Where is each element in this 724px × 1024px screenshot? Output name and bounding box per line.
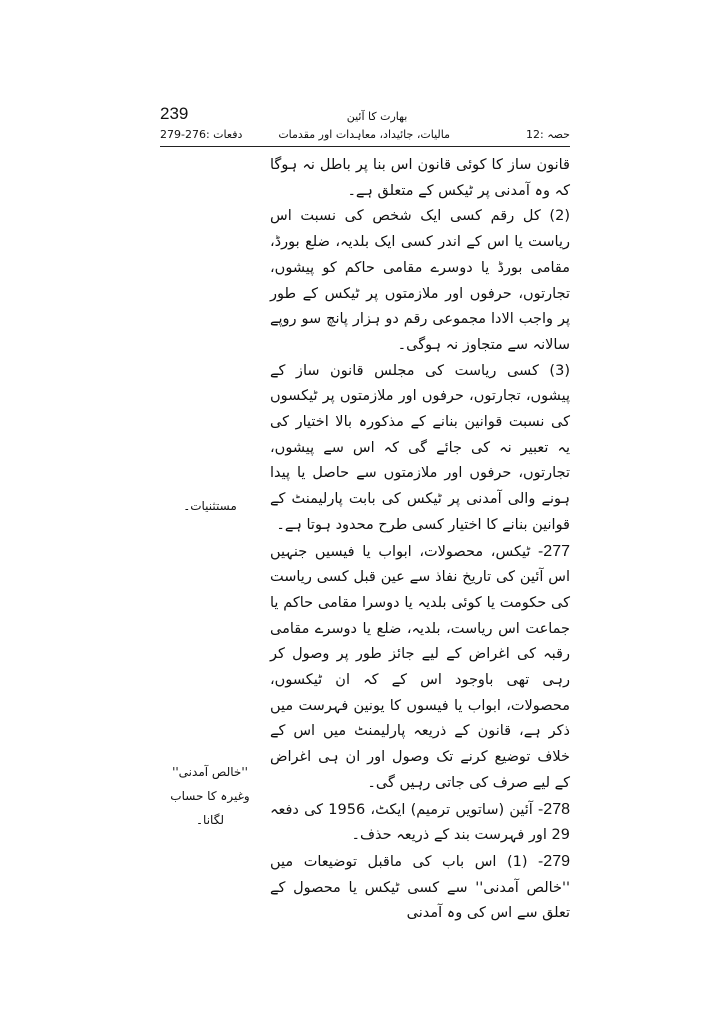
- paragraph-clause-3: (3) کسی ریاست کی مجلس قانون ساز کے پیشوں، تجارتوں، حرفوں اور ملازمتوں پر ٹیکسوں کی نسبت قوانین بنانے کے مذکورہ بالا اختیار کی یہ تعبیر نہ کی جائے گی کہ اس سے پیشوں، تجارتوں، حرفوں اور ملازمتوں سے حاصل یا پیدا ہونے والی آمدنی پر ٹیکس کی بابت پارلیمنٹ کے قوانین بنانے کا اختیار کسی طرح محدود ہوتا ہے۔: [270, 362, 570, 533]
- article-277: [270, 539, 570, 797]
- running-header: [160, 128, 570, 146]
- header-rule: [160, 146, 570, 147]
- article-text: - ٹیکس، محصولات، ابواب یا فیسیں جنہیں اس آئین کی تاریخ نفاذ سے عین قبل کسی ریاست کی حکومت یا کوئی بلدیہ یا دوسرا مقامی حاکم یا جماعت اس ریاست، بلدیہ، ضلع یا دوسرے مقامی رقبہ کی اغراض کے لیے جائز طور پر وصول کر رہی تھی باوجود اس کے کہ ان ٹیکسوں، محصولات، ابواب یا فیسوں کا یونین فہرست میں ذکر ہے، قانون کے ذریعہ پارلیمنٹ میں اس کے خلاف توضیع کرنے تک وصول اور ان ہی اغراض کے لیے صرف کی جاتی رہیں گی۔: [270, 543, 570, 791]
- margin-note-net-proceeds: [160, 760, 260, 832]
- paragraph-clause-2: (2) کل رقم کسی ایک شخص کی نسبت اس ریاست یا اس کے اندر کسی ایک بلدیہ، ضلع بورڈ، مقامی بورڈ یا دوسرے مقامی حاکم کو پیشوں، تجارتوں، حرفوں اور ملازمتوں پر ٹیکس کے طور پر واجب الادا مجموعی رقم دو ہزار پانچ سو روپے سالانہ سے متجاوز نہ ہوگی۔: [270, 208, 570, 353]
- article-279: [270, 849, 570, 927]
- article-number: 277: [543, 542, 570, 560]
- margin-note-line: ''خالص آمدنی'': [172, 765, 248, 779]
- paragraph-continued: قانون ساز کا کوئی قانون اس بنا پر باطل نہ ہوگا کہ وہ آمدنی پر ٹیکس کے متعلق ہے۔: [270, 157, 570, 199]
- margin-note-line: وغیرہ کا حساب لگانا۔: [170, 789, 250, 827]
- article-278: [270, 797, 570, 849]
- part-number: حصہ :12: [526, 128, 570, 141]
- part-title: مالیات، جائیداد، معاہدات اور مقدمات: [278, 128, 450, 141]
- book-title: بھارت کا آئین: [346, 110, 408, 123]
- article-number: 278: [543, 800, 570, 818]
- margin-note-exceptions: مستثنیات۔: [183, 499, 237, 513]
- article-text: - آئین (ساتویں ترمیم) ایکٹ، 1956 کی دفعہ 29 اور فہرست بند کے ذریعہ حذف۔: [270, 801, 570, 844]
- article-text: - (1) اس باب کی ماقبل توضیعات میں ''خالص آمدنی'' سے کسی ٹیکس یا محصول کے تعلق سے اس کی وہ آمدنی: [270, 853, 570, 922]
- body-text: [270, 153, 570, 927]
- page-number: 239: [160, 104, 189, 123]
- article-number: 279: [543, 852, 570, 870]
- section-range: دفعات :276-279: [160, 128, 243, 141]
